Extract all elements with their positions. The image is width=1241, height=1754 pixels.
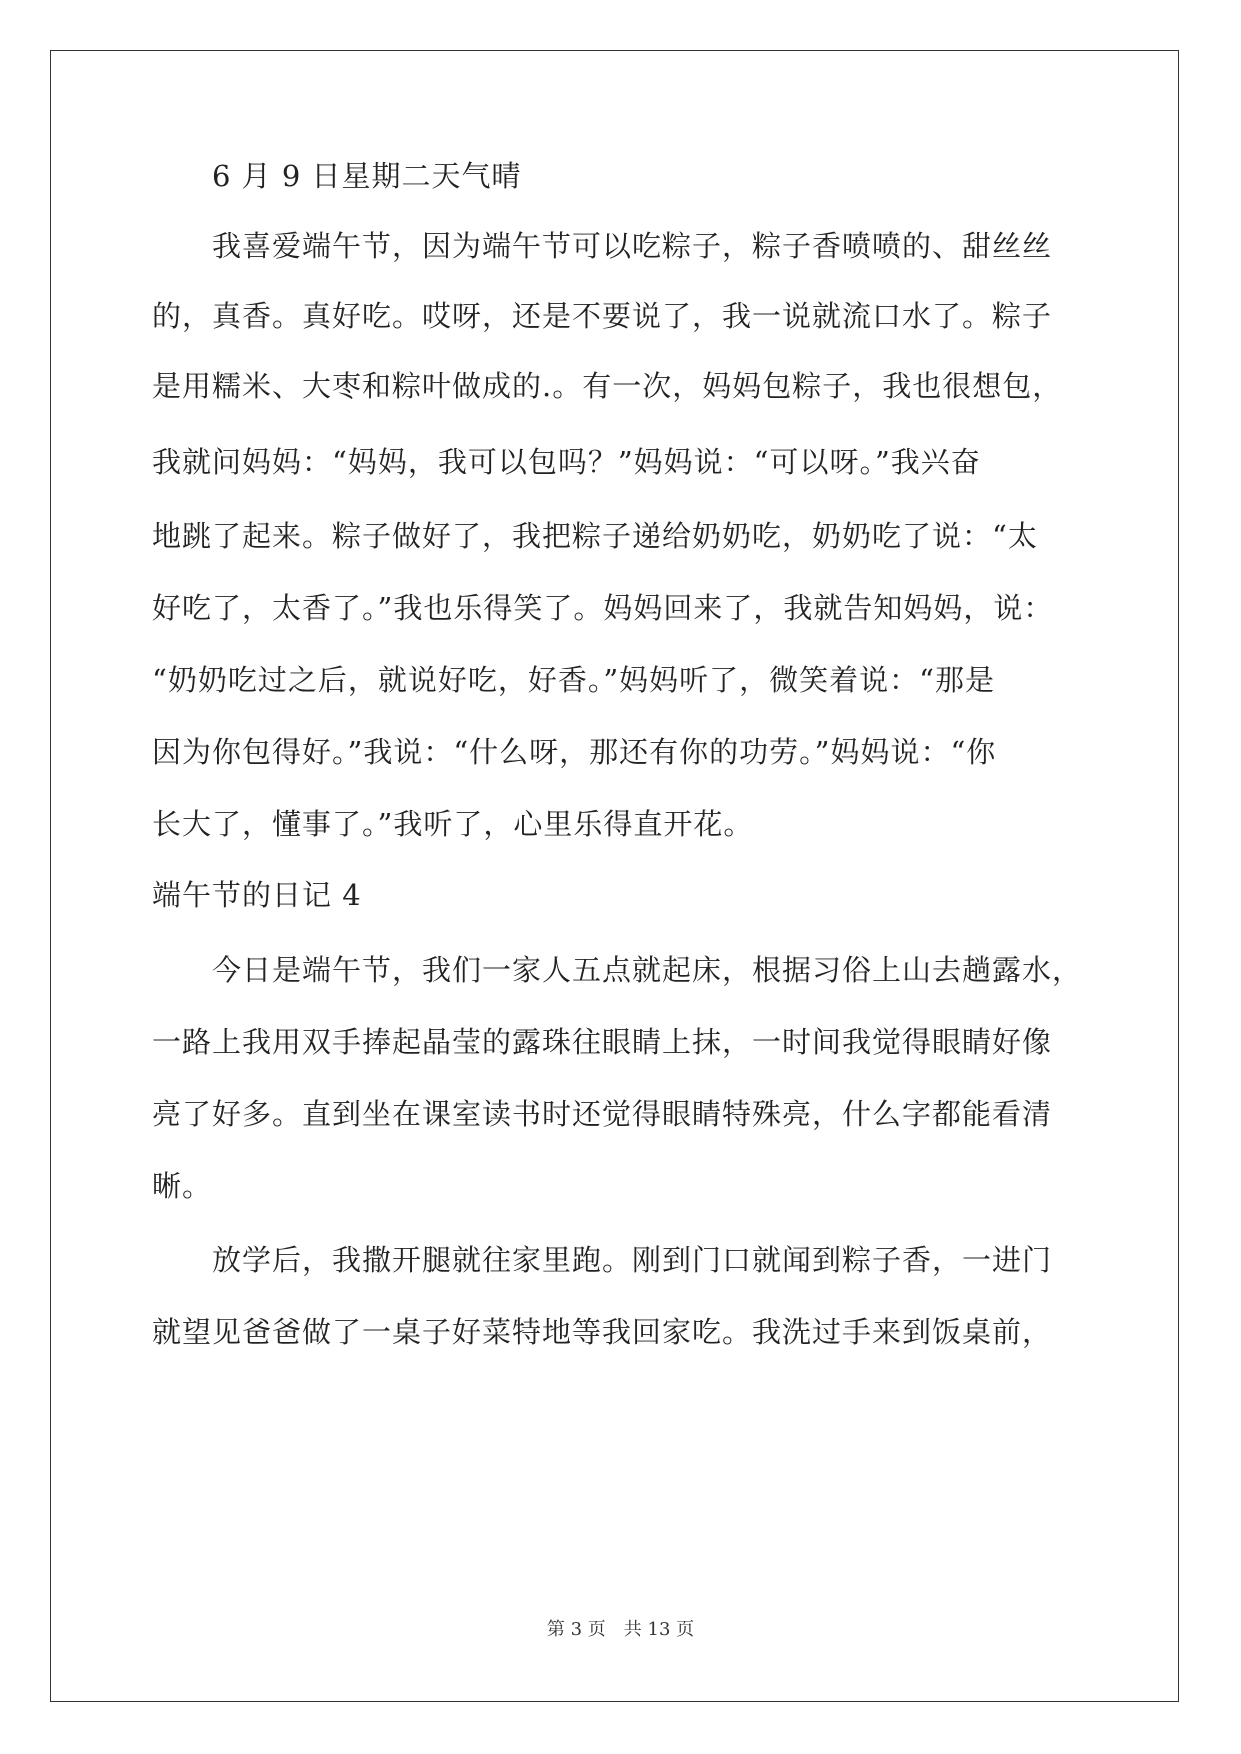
text-line: “奶奶吃过之后，就说好吃，好香。”妈妈听了，微笑着说：“那是 <box>152 663 995 697</box>
section-title: 端午节的日记 4 <box>152 878 362 912</box>
date-line: 6 月 9 日星期二天气晴 <box>212 159 522 193</box>
text-line: 今日是端午节，我们一家人五点就起床，根据习俗上山去趟露水， <box>212 953 1083 987</box>
text-line: 是用糯米、大枣和粽叶做成的.。有一次，妈妈包粽子，我也很想包， <box>152 369 1063 403</box>
page-footer <box>0 1618 1241 1642</box>
text-line: 亮了好多。直到坐在课室读书时还觉得眼睛特殊亮，什么字都能看清 <box>152 1097 1053 1131</box>
text-line: 长大了，懂事了。”我听了，心里乐得直开花。 <box>152 807 754 841</box>
text-line: 因为你包得好。”我说：“什么呀，那还有你的功劳。”妈妈说：“你 <box>152 735 997 769</box>
text-line: 晰。 <box>152 1169 213 1203</box>
text-line: 放学后，我撒开腿就往家里跑。刚到门口就闻到粽子香，一进门 <box>212 1243 1053 1277</box>
page-number: 第 3 页 <box>546 1619 606 1640</box>
text-line: 就望见爸爸做了一桌子好菜特地等我回家吃。我洗过手来到饭桌前， <box>152 1315 1053 1349</box>
text-line: 的，真香。真好吃。哎呀，还是不要说了，我一说就流口水了。粽子 <box>152 299 1053 333</box>
page-total: 共 13 页 <box>623 1619 695 1640</box>
text-line: 一路上我用双手捧起晶莹的露珠往眼睛上抹，一时间我觉得眼睛好像 <box>152 1025 1053 1059</box>
text-line: 地跳了起来。粽子做好了，我把粽子递给奶奶吃，奶奶吃了说：“太 <box>152 519 1038 553</box>
text-line: 我就问妈妈：“妈妈，我可以包吗？”妈妈说：“可以呀。”我兴奋 <box>152 445 981 479</box>
text-line: 我喜爱端午节，因为端午节可以吃粽子，粽子香喷喷的、甜丝丝 <box>212 229 1053 263</box>
text-line: 好吃了，太香了。”我也乐得笑了。妈妈回来了，我就告知妈妈，说： <box>152 591 1054 625</box>
